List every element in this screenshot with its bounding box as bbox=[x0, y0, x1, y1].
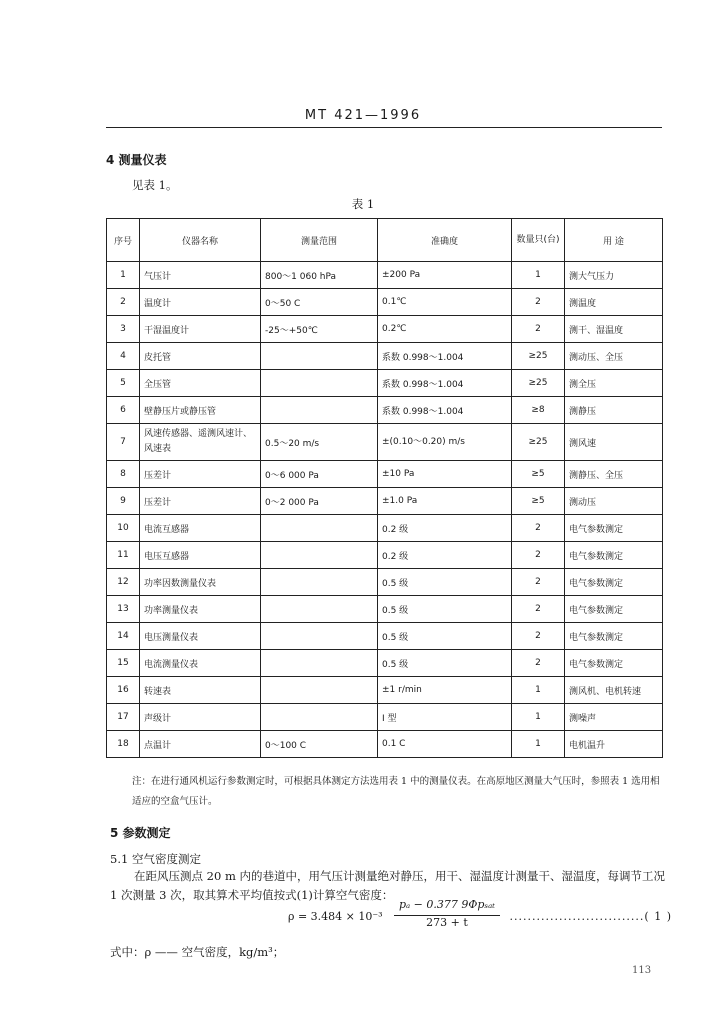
cell-quantity: 2 bbox=[512, 596, 565, 623]
cell-range bbox=[261, 569, 378, 596]
column-header: 用 途 bbox=[565, 219, 663, 262]
cell-purpose: 测静压 bbox=[565, 397, 663, 424]
table-row bbox=[107, 488, 663, 515]
table-row bbox=[107, 424, 663, 461]
cell-purpose: 电气参数测定 bbox=[565, 623, 663, 650]
table-row bbox=[107, 370, 663, 397]
cell-seq: 17 bbox=[107, 704, 140, 731]
page-number: 113 bbox=[632, 965, 652, 976]
cell-quantity: ≥25 bbox=[512, 424, 565, 461]
cell-purpose: 测噪声 bbox=[565, 704, 663, 731]
table-row bbox=[107, 731, 663, 758]
cell-range: 0～6 000 Pa bbox=[261, 461, 378, 488]
instrument-table bbox=[106, 218, 663, 758]
formula-fraction bbox=[394, 898, 500, 933]
table-row bbox=[107, 650, 663, 677]
cell-purpose: 测静压、全压 bbox=[565, 461, 663, 488]
table-row bbox=[107, 569, 663, 596]
cell-quantity: 1 bbox=[512, 704, 565, 731]
column-header: 测量范围 bbox=[261, 219, 378, 262]
cell-accuracy: 0.5 级 bbox=[378, 650, 512, 677]
cell-seq: 7 bbox=[107, 424, 140, 461]
table-row bbox=[107, 461, 663, 488]
cell-range bbox=[261, 650, 378, 677]
cell-seq: 5 bbox=[107, 370, 140, 397]
cell-instrument-name: 功率测量仪表 bbox=[140, 596, 261, 623]
cell-quantity: 2 bbox=[512, 569, 565, 596]
cell-instrument-name: 电压测量仪表 bbox=[140, 623, 261, 650]
cell-instrument-name: 电流互感器 bbox=[140, 515, 261, 542]
table-row bbox=[107, 316, 663, 343]
cell-quantity: ≥25 bbox=[512, 370, 565, 397]
section-4-intro: 见表 1。 bbox=[132, 178, 178, 192]
cell-seq: 6 bbox=[107, 397, 140, 424]
cell-seq: 2 bbox=[107, 289, 140, 316]
cell-instrument-name: 转速表 bbox=[140, 677, 261, 704]
column-header: 序号 bbox=[107, 219, 140, 262]
section-5-1-heading: 5.1 空气密度测定 bbox=[110, 852, 201, 866]
cell-purpose: 测风速 bbox=[565, 424, 663, 461]
table-row bbox=[107, 289, 663, 316]
cell-quantity: 1 bbox=[512, 262, 565, 289]
table-row bbox=[107, 596, 663, 623]
section-5-1-text: 在距风压测点 20 m 内的巷道中，用气压计测量绝对静压，用干、湿温度计测量干、湿温度，每调节工况 1 次测量 3 次，取其算术平均值按式(1)计算空气密度： bbox=[110, 869, 665, 902]
table-note: 注：在进行通风机运行参数测定时，可根据具体测定方法选用表 1 中的测量仪表。在高原地区测量大气压时，参照表 1 选用相适应的空盒气压计。 bbox=[132, 776, 660, 807]
cell-range: 0.5～20 m/s bbox=[261, 424, 378, 461]
cell-seq: 4 bbox=[107, 343, 140, 370]
cell-quantity: 1 bbox=[512, 677, 565, 704]
cell-instrument-name: 功率因数测量仪表 bbox=[140, 569, 261, 596]
cell-range: 0～2 000 Pa bbox=[261, 488, 378, 515]
cell-accuracy: 0.2℃ bbox=[378, 316, 512, 343]
cell-range bbox=[261, 397, 378, 424]
cell-seq: 14 bbox=[107, 623, 140, 650]
table-row bbox=[107, 515, 663, 542]
cell-purpose: 测干、湿温度 bbox=[565, 316, 663, 343]
air-density-formula bbox=[288, 898, 672, 936]
cell-instrument-name: 气压计 bbox=[140, 262, 261, 289]
column-header: 数量只(台) bbox=[512, 219, 565, 262]
column-header: 仪器名称 bbox=[140, 219, 261, 262]
cell-quantity: 2 bbox=[512, 650, 565, 677]
cell-purpose: 测动压、全压 bbox=[565, 343, 663, 370]
cell-accuracy: ±1.0 Pa bbox=[378, 488, 512, 515]
cell-accuracy: ±1 r/min bbox=[378, 677, 512, 704]
cell-range: 800～1 060 hPa bbox=[261, 262, 378, 289]
cell-range bbox=[261, 542, 378, 569]
cell-accuracy: 0.2 级 bbox=[378, 542, 512, 569]
cell-purpose: 电机温升 bbox=[565, 731, 663, 758]
cell-purpose: 电气参数测定 bbox=[565, 542, 663, 569]
formula-leader bbox=[510, 910, 672, 923]
cell-seq: 11 bbox=[107, 542, 140, 569]
cell-accuracy: ±200 Pa bbox=[378, 262, 512, 289]
cell-quantity: 2 bbox=[512, 623, 565, 650]
standard-number: MT 421—1996 bbox=[304, 108, 422, 123]
cell-instrument-name: 压差计 bbox=[140, 461, 261, 488]
cell-quantity: ≥5 bbox=[512, 488, 565, 515]
cell-quantity: ≥25 bbox=[512, 343, 565, 370]
cell-range bbox=[261, 596, 378, 623]
formula-dots: .............................. bbox=[509, 910, 645, 923]
cell-instrument-name: 壁静压片或静压管 bbox=[140, 397, 261, 424]
table-row bbox=[107, 623, 663, 650]
cell-accuracy: 0.5 级 bbox=[378, 596, 512, 623]
cell-accuracy: I 型 bbox=[378, 704, 512, 731]
cell-seq: 1 bbox=[107, 262, 140, 289]
table-row bbox=[107, 262, 663, 289]
cell-seq: 16 bbox=[107, 677, 140, 704]
cell-accuracy: 0.5 级 bbox=[378, 623, 512, 650]
cell-quantity: 2 bbox=[512, 542, 565, 569]
cell-range bbox=[261, 623, 378, 650]
cell-purpose: 测温度 bbox=[565, 289, 663, 316]
cell-purpose: 测全压 bbox=[565, 370, 663, 397]
cell-instrument-name: 干湿温度计 bbox=[140, 316, 261, 343]
cell-purpose: 测大气压力 bbox=[565, 262, 663, 289]
cell-instrument-name: 电流测量仪表 bbox=[140, 650, 261, 677]
cell-quantity: 2 bbox=[512, 289, 565, 316]
table-row bbox=[107, 704, 663, 731]
cell-seq: 18 bbox=[107, 731, 140, 758]
table-header-row bbox=[107, 219, 663, 262]
cell-seq: 13 bbox=[107, 596, 140, 623]
cell-accuracy: ±(0.10～0.20) m/s bbox=[378, 424, 512, 461]
cell-range bbox=[261, 370, 378, 397]
cell-range bbox=[261, 515, 378, 542]
cell-range: -25～+50℃ bbox=[261, 316, 378, 343]
cell-accuracy: 0.1 C bbox=[378, 731, 512, 758]
cell-seq: 9 bbox=[107, 488, 140, 515]
table-row bbox=[107, 343, 663, 370]
cell-purpose: 电气参数测定 bbox=[565, 515, 663, 542]
formula-number: ( 1 ) bbox=[644, 910, 672, 923]
cell-quantity: 1 bbox=[512, 731, 565, 758]
cell-instrument-name: 全压管 bbox=[140, 370, 261, 397]
where-clause: 式中：ρ —— 空气密度，kg/m³； bbox=[110, 945, 285, 959]
formula-numerator: pₐ − 0.377 9Φpₛₐₜ bbox=[394, 898, 500, 916]
section-4-heading: 4 测量仪表 bbox=[106, 153, 167, 167]
table-row bbox=[107, 542, 663, 569]
cell-range bbox=[261, 704, 378, 731]
cell-instrument-name: 声级计 bbox=[140, 704, 261, 731]
cell-accuracy: 0.5 级 bbox=[378, 569, 512, 596]
cell-seq: 10 bbox=[107, 515, 140, 542]
cell-accuracy: 0.2 级 bbox=[378, 515, 512, 542]
header-rule bbox=[106, 127, 662, 128]
cell-seq: 8 bbox=[107, 461, 140, 488]
table-row bbox=[107, 677, 663, 704]
cell-quantity: 2 bbox=[512, 515, 565, 542]
table-row bbox=[107, 397, 663, 424]
cell-quantity: ≥5 bbox=[512, 461, 565, 488]
section-5-heading: 5 参数测定 bbox=[110, 826, 171, 840]
cell-purpose: 测动压 bbox=[565, 488, 663, 515]
formula-denominator: 273 + t bbox=[426, 916, 468, 929]
cell-accuracy: 系数 0.998～1.004 bbox=[378, 343, 512, 370]
cell-instrument-name: 皮托管 bbox=[140, 343, 261, 370]
cell-accuracy: 系数 0.998～1.004 bbox=[378, 370, 512, 397]
cell-quantity: ≥8 bbox=[512, 397, 565, 424]
cell-purpose: 测风机、电机转速 bbox=[565, 677, 663, 704]
cell-seq: 3 bbox=[107, 316, 140, 343]
cell-seq: 12 bbox=[107, 569, 140, 596]
cell-purpose: 电气参数测定 bbox=[565, 596, 663, 623]
cell-instrument-name: 温度计 bbox=[140, 289, 261, 316]
cell-range bbox=[261, 677, 378, 704]
cell-instrument-name: 电压互感器 bbox=[140, 542, 261, 569]
column-header: 准确度 bbox=[378, 219, 512, 262]
cell-instrument-name: 风速传感器、遥测风速计、风速表 bbox=[140, 424, 261, 461]
formula-lhs: ρ = 3.484 × 10⁻³ bbox=[288, 910, 383, 923]
cell-purpose: 电气参数测定 bbox=[565, 650, 663, 677]
cell-range: 0～100 C bbox=[261, 731, 378, 758]
cell-seq: 15 bbox=[107, 650, 140, 677]
cell-accuracy: ±10 Pa bbox=[378, 461, 512, 488]
cell-instrument-name: 压差计 bbox=[140, 488, 261, 515]
cell-accuracy: 系数 0.998～1.004 bbox=[378, 397, 512, 424]
cell-quantity: 2 bbox=[512, 316, 565, 343]
cell-purpose: 电气参数测定 bbox=[565, 569, 663, 596]
cell-instrument-name: 点温计 bbox=[140, 731, 261, 758]
cell-accuracy: 0.1℃ bbox=[378, 289, 512, 316]
cell-range bbox=[261, 343, 378, 370]
table-caption: 表 1 bbox=[351, 197, 375, 211]
cell-range: 0～50 C bbox=[261, 289, 378, 316]
